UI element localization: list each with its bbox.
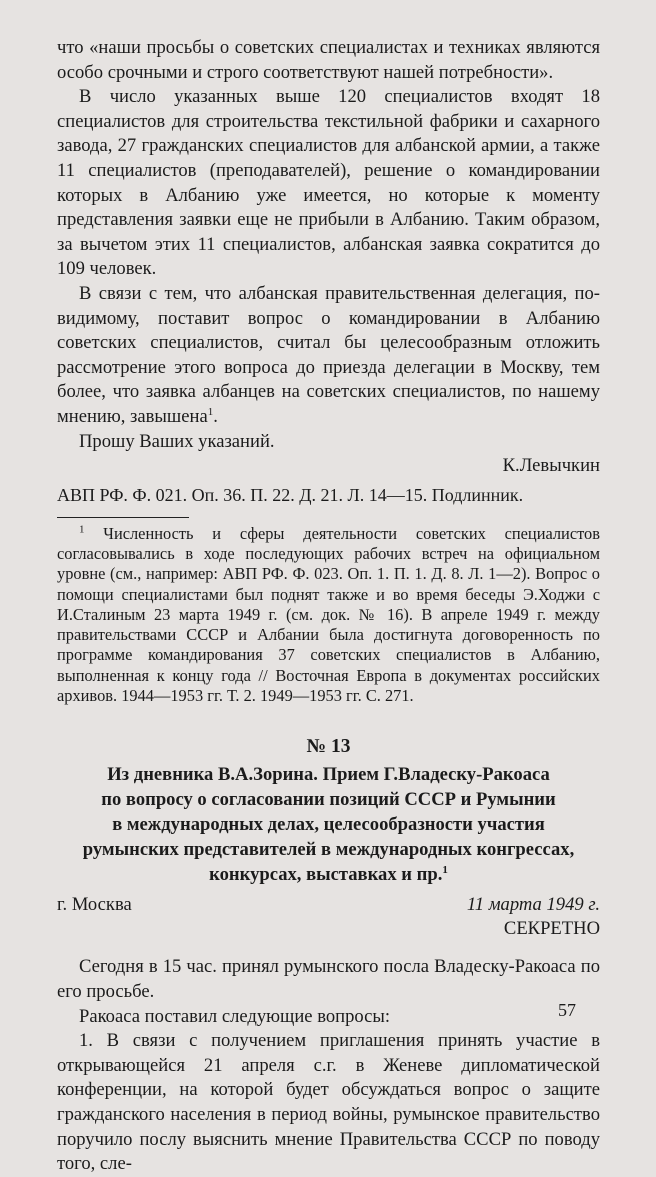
- title-line-1: Из дневника В.А.Зорина. Прием Г.Владеску-Ракоаса: [107, 764, 550, 786]
- title-line-4: румынских представителей в международных конгрессах,: [82, 838, 575, 860]
- paragraph-3-end: .: [213, 405, 218, 427]
- footnote-separator: [57, 517, 189, 518]
- signature: К.Левычкин: [502, 455, 600, 477]
- document-number: № 13: [306, 736, 351, 758]
- footnote-1: [57, 524, 600, 707]
- paragraph-7: 1. В связи с получением приглашения принять участие в открывающейся 21 апреля с.г. в Женеве дипломатической конференции, на которой будет обсуждаться вопрос о защите гражданского населения в период войны, румынское правительство поручило послу выяснить мнение Правительства СССР по поводу того, сле-: [57, 1030, 600, 1175]
- place: г. Москва: [57, 894, 132, 916]
- date: 11 марта 1949 г.: [466, 894, 600, 916]
- footnote-ref-1: 1: [207, 405, 214, 418]
- paragraph-4: Прошу Ваших указаний.: [79, 430, 275, 452]
- title-line-5: [57, 863, 600, 888]
- paragraph-2: В число указанных выше 120 специалистов входят 18 специалистов для строительства текстильной фабрики и сахарного завода, 27 гражданских специалистов для албанской армии, а также 11 специалистов (преподавателей), решение о командировании которых в Албанию уже имеется, но которые к моменту представления заявки еще не прибыли в Албанию. Таким образом, за вычетом этих 11 специалистов, албанская заявка сократится до 109 человек.: [57, 86, 600, 280]
- footnote-mark: 1: [79, 523, 85, 536]
- paragraph-3-text: В связи с тем, что албанская правительственная делегация, по-видимому, поставит вопрос о командировании в Албанию советских специалистов, считал бы целесообразным отложить рассмотрение этого вопроса до приезда делегации в Москву, тем более, что заявка албанцев на советских специалистов, по нашему мнению, завышена: [57, 282, 600, 427]
- page-number: 57: [558, 1000, 576, 1020]
- paragraph-3: [57, 282, 600, 430]
- text-column: [57, 36, 600, 1177]
- document-title: [57, 763, 600, 887]
- paragraph-5: Сегодня в 15 час. принял румынского посла Владеску-Ракоаса по его просьбе.: [57, 956, 600, 1002]
- paragraph-6: Ракоаса поставил следующие вопросы:: [79, 1005, 391, 1027]
- place-date-line: [57, 893, 600, 917]
- title-footnote-ref: 1: [442, 863, 448, 876]
- title-line-2: по вопросу о согласовании позиций СССР и Румынии: [101, 789, 556, 811]
- title-line-3: в международных делах, целесообразности участия: [112, 813, 545, 835]
- title-last: конкурсах, выставках и пр.: [209, 863, 443, 885]
- archive-source: АВП РФ. Ф. 021. Оп. 36. П. 22. Д. 21. Л. 14—15. Подлинник.: [57, 484, 524, 505]
- classification: СЕКРЕТНО: [503, 918, 600, 940]
- footnote-block: [57, 524, 600, 707]
- paragraph-1: что «наши просьбы о советских специалистах и техниках являются особо срочными и строго соответствуют нашей потребности».: [57, 37, 600, 83]
- footnote-text: Численность и сферы деятельности советских специалистов согласовывались в ходе последующих рабочих встреч на официальном уровне (см., например: АВП РФ. Ф. 023. Оп. 1. П. 1. Д. 8. Л. 1—2). Вопрос о помощи специалистами был поднят также и во время беседы Э.Ходжи с И.Сталиным 23 марта 1949 г. (см. док. № 16). В апреле 1949 г. между правительствами СССР и Албании была достигнута договоренность по программе командирования 37 советских специалистов в Албанию, выполненная к концу года // Восточная Европа в документах российских архивов. 1944—1953 гг. Т. 2. 1949—1953 гг. С. 271.: [57, 523, 600, 706]
